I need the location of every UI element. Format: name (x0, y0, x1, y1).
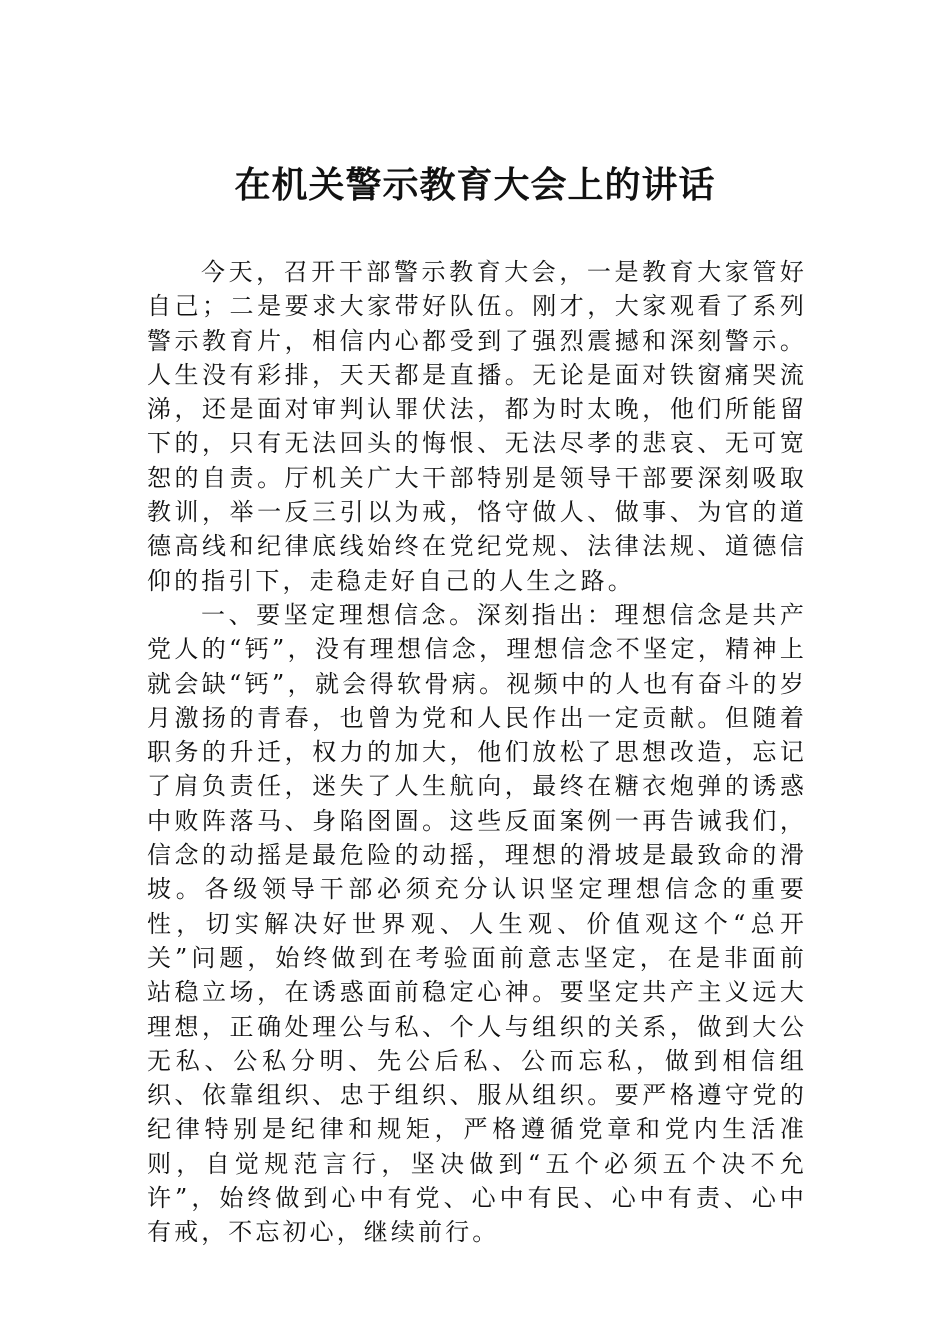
paragraph-intro: 今天，召开干部警示教育大会，一是教育大家管好自己；二是要求大家带好队伍。刚才，大家观看了系列警示教育片，相信内心都受到了强烈震撼和深刻警示。人生没有彩排，天天都是直播。无论是面对铁窗痛哭流涕，还是面对审判认罪伏法，都为时太晚，他们所能留下的，只有无法回头的悔恨、无法尽孝的悲哀、无可宽恕的自责。厅机关广大干部特别是领导干部要深刻吸取教训，举一反三引以为戒，恪守做人、做事、为官的道德高线和纪律底线始终在党纪党规、法律法规、道德信仰的指引下，走稳走好自己的人生之路。 (147, 258, 807, 595)
document-title: 在机关警示教育大会上的讲话 (234, 164, 716, 206)
document-body (147, 255, 807, 1250)
paragraph-section-1: 一、要坚定理想信念。深刻指出：理想信念是共产党人的“钙”，没有理想信念，理想信念不坚定，精神上就会缺“钙”，就会得软骨病。视频中的人也有奋斗的岁月激扬的青春，也曾为党和人民作出一定贡献。但随着职务的升迁，权力的加大，他们放松了思想改造，忘记了肩负责任，迷失了人生航向，最终在糖衣炮弹的诱惑中败阵落马、身陷囹圄。这些反面案例一再告诫我们，信念的动摇是最危险的动摇，理想的滑坡是最致命的滑坡。各级领导干部必须充分认识坚定理想信念的重要性，切实解决好世界观、人生观、价值观这个“总开关”问题，始终做到在考验面前意志坚定，在是非面前站稳立场，在诱惑面前稳定心神。要坚定共产主义远大理想，正确处理公与私、个人与组织的关系，做到大公无私、公私分明、先公后私、公而忘私，做到相信组织、依靠组织、忠于组织、服从组织。要严格遵守党的纪律特别是纪律和规矩，严格遵循党章和党内生活准则，自觉规范言行，坚决做到“五个必须五个决不允许”，始终做到心中有党、心中有民、心中有责、心中有戒，不忘初心，继续前行。 (147, 600, 807, 1247)
